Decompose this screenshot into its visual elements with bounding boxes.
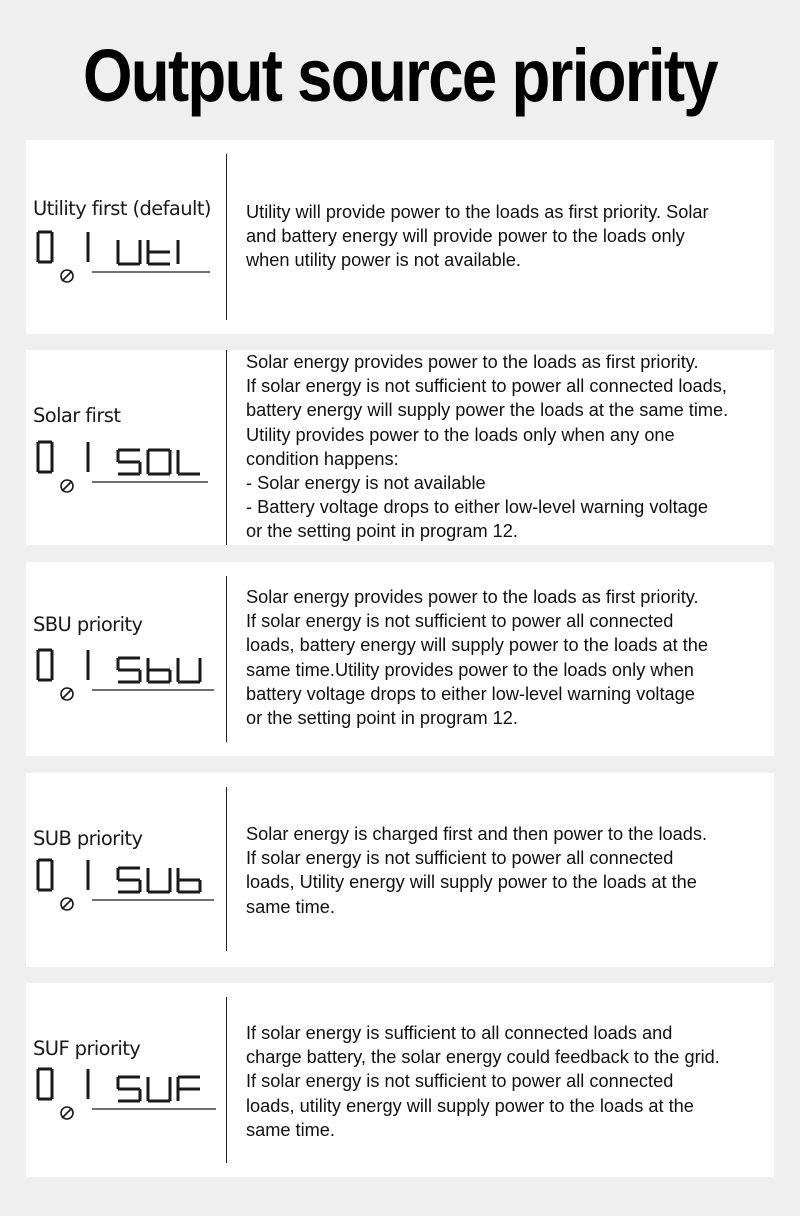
divider: [226, 997, 227, 1163]
option-label: SUB priority: [33, 827, 143, 850]
setting-symbol-icon: [61, 270, 73, 282]
description-line: and battery energy will provide power to the loads only: [246, 226, 685, 247]
description-line: condition happens:: [246, 448, 399, 469]
option-description: [246, 822, 776, 919]
option-card-suf-priority: [26, 983, 774, 1177]
option-label: SUF priority: [33, 1037, 141, 1060]
lcd-digit: [38, 442, 52, 472]
description-line: loads, Utility energy will supply power to the loads at the: [246, 872, 697, 893]
lcd-digit: [38, 232, 52, 262]
lcd-code-char: [148, 1077, 170, 1101]
option-card-sub-priority: [26, 773, 774, 967]
lcd-svg: [34, 856, 216, 918]
description-line: battery energy will supply power the loads at the same time.: [246, 400, 729, 421]
lcd-code-char: [118, 240, 140, 264]
description-line: same time.Utility provides power to the loads only when: [246, 659, 694, 680]
description-line: If solar energy is not sufficient to power all connected: [246, 611, 674, 632]
description-line: If solar energy is not sufficient to power all connected: [246, 848, 674, 869]
option-card-sbu-priority: [26, 562, 774, 756]
option-card-solar-first: [26, 350, 774, 545]
lcd-code-char: [118, 450, 140, 474]
description-line: Solar energy provides power to the loads as first priority.: [246, 587, 699, 607]
description-line: loads, battery energy will supply power to the loads at the: [246, 635, 709, 656]
lcd-code-char: [118, 1077, 140, 1101]
lcd-code-char: [178, 450, 200, 474]
option-description: [246, 1021, 776, 1142]
option-label: Utility first (default): [33, 197, 211, 220]
lcd-code-char: [148, 868, 170, 892]
lcd-code-char: [178, 868, 200, 892]
description-line: charge battery, the solar energy could feedback to the grid.: [246, 1047, 720, 1068]
setting-symbol-icon: [61, 688, 73, 700]
option-description: [246, 200, 776, 273]
description-line: when utility power is not available.: [246, 250, 521, 271]
lcd-code-char: [118, 658, 140, 682]
description-line: Solar energy provides power to the loads as first priority.: [246, 352, 699, 372]
description-line: - Solar energy is not available: [246, 472, 486, 493]
option-description: [246, 350, 776, 544]
divider: [226, 350, 227, 545]
lcd-code-char: [178, 1077, 200, 1101]
setting-symbol-icon: [61, 480, 73, 492]
setting-symbol-icon: [61, 898, 73, 910]
lcd-code-char: [118, 868, 140, 892]
lcd-svg: [34, 646, 216, 708]
lcd-svg: [34, 1065, 216, 1127]
divider: [226, 154, 227, 320]
description-line: Utility will provide power to the loads as first priority. Solar: [246, 202, 709, 222]
lcd-digit: [38, 860, 52, 890]
description-line: or the setting point in program 12.: [246, 521, 518, 542]
lcd-code-char: [148, 240, 170, 264]
setting-symbol-icon: [61, 1107, 73, 1119]
description-line: - Battery voltage drops to either low-level warning voltage: [246, 497, 708, 518]
lcd-svg: [34, 228, 216, 290]
divider: [226, 576, 227, 742]
description-line: If solar energy is not sufficient to power all connected: [246, 1071, 674, 1092]
option-label: SBU priority: [33, 613, 143, 636]
description-line: Solar energy is charged first and then power to the loads.: [246, 824, 708, 844]
divider: [226, 787, 227, 951]
description-line: battery voltage drops to either low-level warning voltage: [246, 683, 695, 704]
option-label: Solar first: [33, 404, 121, 427]
page-title: Output source priority: [83, 34, 717, 117]
lcd-svg: [34, 438, 216, 500]
description-line: or the setting point in program 12.: [246, 707, 518, 728]
description-line: loads, utility energy will supply power to the loads at the: [246, 1095, 694, 1116]
lcd-display: [34, 228, 216, 290]
lcd-display: [34, 646, 216, 708]
lcd-display: [34, 856, 216, 918]
description-line: Utility provides power to the loads only when any one: [246, 424, 675, 445]
description-line: same time.: [246, 1119, 335, 1140]
option-description: [246, 585, 776, 730]
lcd-digit: [38, 1069, 52, 1099]
lcd-code-char: [148, 658, 170, 682]
lcd-code-char: [148, 450, 170, 474]
lcd-display: [34, 1065, 216, 1127]
lcd-display: [34, 438, 216, 500]
description-line: If solar energy is not sufficient to power all connected loads,: [246, 376, 727, 397]
description-line: same time.: [246, 896, 335, 917]
lcd-code-char: [178, 658, 200, 682]
lcd-digit: [38, 650, 52, 680]
description-line: If solar energy is sufficient to all connected loads and: [246, 1023, 673, 1043]
option-card-utility-first: [26, 140, 774, 334]
